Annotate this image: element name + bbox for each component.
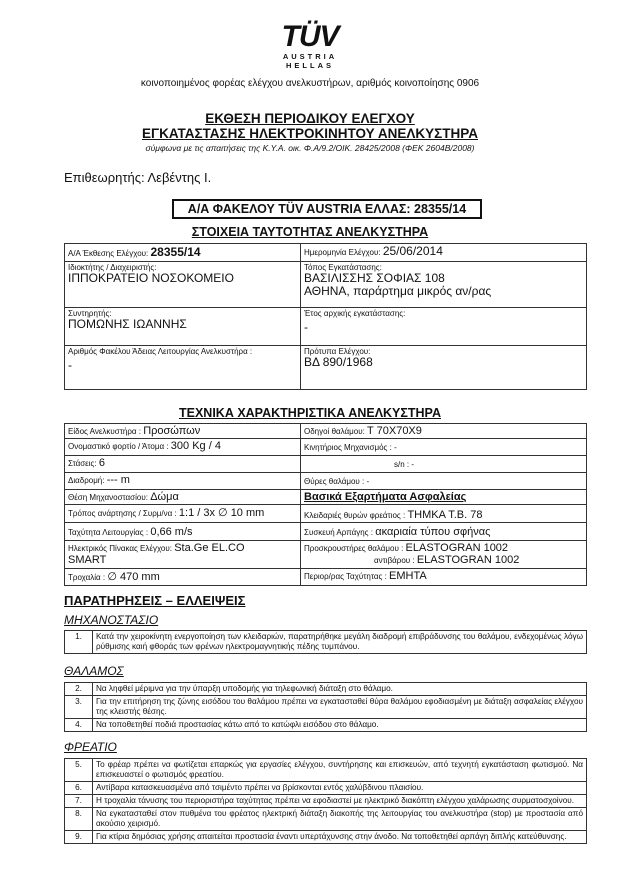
identity-table	[64, 243, 587, 390]
remark-row: 2. Να ληφθεί μέριμνα για την ύπαρξη υποδομής για τηλεφωνική διάταξη στο θάλαμο.	[65, 683, 587, 696]
load-cell: Ονομαστικό φορτίο / Άτομα : 300 Kg / 4	[65, 439, 301, 456]
remark-row: 9. Για κτίρια δημόσιας χρήσης απαιτείται προστασία έναντι υπερτάχυνσης στην άνοδο. Να τοποθετηθεί αρπάγη διπλής κατεύθυνσης.	[65, 831, 587, 844]
report-subtitle: σύμφωνα με τις απαιτήσεις της Κ.Υ.Α. οικ. Φ.Α/9.2/ΟΙΚ. 28425/2008 (ΦΕΚ 2604Β/2008)	[145, 143, 475, 153]
tuv-logo	[0, 22, 620, 70]
stops: 6	[98, 457, 105, 469]
speed-governor: ΕΜΗΤΑ	[389, 570, 427, 582]
remarks-title: ΠΑΡΑΤΗΡΗΣΕΙΣ – ΕΛΛΕΙΨΕΙΣ	[64, 593, 246, 608]
travel: --- m	[106, 474, 130, 486]
location-line1: ΒΑΣΙΛΙΣΣΗΣ ΣΟΦΙΑΣ 108	[304, 271, 445, 285]
guides-cell: Οδηγοί θαλάμου: Τ 70Χ70Χ9	[301, 424, 587, 439]
stops-cell: Στάσεις: 6	[65, 456, 301, 473]
car-remarks	[64, 682, 587, 732]
pulley-cell: Τροχαλία : ∅ 470 mm	[65, 569, 301, 586]
folder-number-box: Α/Α ΦΑΚΕΛΟΥ TÜV AUSTRIA ΕΛΛΑΣ: 28355/14	[172, 199, 482, 219]
shaft-heading: ΦΡΕΑΤΙΟ	[64, 740, 117, 754]
logo-mark: TÜV	[281, 20, 339, 53]
maintainer: ΠΟΜΩΝΗΣ ΙΩΑΝΝΗΣ	[68, 317, 187, 331]
location-line2: ΑΘΗΝΑ, παράρτημα μικρός αν/ρας	[304, 284, 492, 298]
door-locks: ΤΗΜΚΑ Τ.Β. 78	[407, 509, 483, 521]
buffers-cell: Προσκρουστήρες θαλάμου : ELASTOGRAN 1002 αντιβάρου : ELASTOGRAN 1002	[301, 541, 587, 569]
control-panel-line2: SMART	[68, 554, 107, 566]
machine-room-heading: ΜΗΧΑΝΟΣΤΑΣΙΟ	[64, 613, 159, 627]
remark-row: 1. Κατά την χειροκίνητη ενεργοποίηση των κλειδαριών, παρατηρήθηκε μεγάλη διαδρομή επιβράδυνσης του θαλάμου, ενδεχομένως λόγω ρύθμισης καιή φθοράς των φρένων ηλεκτρομαγνητικής πέδης τυμπάνου.	[65, 631, 587, 654]
remark-row: 6. Αντίβαρα κατασκευασμένα από τσιμέντο πρέπει να βρίσκονται εντός χαλύβδινου πλαισίου.	[65, 782, 587, 795]
logo-line2: HELLAS	[286, 61, 334, 70]
report-number: 28355/14	[150, 245, 201, 259]
remark-row: 8. Να εγκατασταθεί στον πυθμένα του φρέατος ηλεκτρική διάταξη διακοπής της λειτουργίας του ανελκυστήρα (stop) με προστασία από ακούσιο χειρισμό.	[65, 808, 587, 831]
speed-cell: Ταχύτητα Λειτουργίας : 0,66 m/s	[65, 523, 301, 541]
sn-cell: s/n : -	[301, 456, 587, 473]
motor-value: -	[394, 442, 397, 452]
lift-type: Προσώπων	[143, 425, 201, 437]
machine-room-position: Δώμα	[150, 491, 179, 503]
license-cell: Αριθμός Φακέλου Άδειας Λειτουργίας Ανελκυστήρα : -	[65, 346, 301, 390]
standard-cell: Πρότυπα Ελέγχου: ΒΔ 890/1968	[301, 346, 587, 390]
locks-cell: Κλειδαριές θυρών φρεάτιος : ΤΗΜΚΑ Τ.Β. 78	[301, 505, 587, 523]
travel-cell: Διαδρομή: --- m	[65, 473, 301, 490]
rated-load: 300 Kg / 4	[170, 440, 221, 452]
type-cell: Είδος Ανελκυστήρα : Προσώπων	[65, 424, 301, 439]
speed: 0,66 m/s	[150, 525, 193, 538]
suspension: 1:1 / 3x ∅ 10 mm	[178, 507, 265, 519]
remark-row: 5. Το φρέαρ πρέπει να φωτίζεται επαρκώς για εργασίες ελέγχου, συντήρησης και επισκευών, από τεχνητή εγκατάσταση φωτισμού. Να επισκευαστεί ο φωτισμός φρεατίου.	[65, 759, 587, 782]
report-title-line1: ΕΚΘΕΣΗ ΠΕΡΙΟΔΙΚΟΥ ΕΛΕΓΧΟΥ	[205, 111, 415, 126]
safety-components-title: Βασικά Εξαρτήματα Ασφαλείας	[304, 491, 467, 503]
panel-cell: Ηλεκτρικός Πίνακας Ελέγχου: Sta.Ge EL.CO SMART	[65, 541, 301, 569]
remark-row: 3. Για την επιτήρηση της ζώνης εισόδου του θαλάμου πρέπει να εγκατασταθεί θύρα θαλάμου εφοδιασμένη με διάταξη ασφαλείας ελέγχου της κλειστής θέσης.	[65, 696, 587, 719]
car-heading: ΘΑΛΑΜΟΣ	[64, 664, 124, 678]
technical-section-title: ΤΕΧΝΙΚΑ ΧΑΡΑΚΤΗΡΙΣΤΙΚΑ ΑΝΕΛΚΥΣΤΗΡΑ	[178, 406, 441, 420]
remark-row: 4. Να τοποθετηθεί ποδιά προστασίας κάτω από το κατώφλι εισόδου στο θάλαμο.	[65, 719, 587, 732]
install-year: -	[304, 320, 308, 334]
remark-row: 7. Η τροχαλία τάνυσης του περιοριστήρα ταχύτητας πρέπει να εφοδιαστεί με ηλεκτρικό διακόπτη ελέγχου χαλάρωσης συρματοσχοίνου.	[65, 795, 587, 808]
maintainer-cell: Συντηρητής: ΠΟΜΩΝΗΣ ΙΩΑΝΝΗΣ	[65, 308, 301, 346]
safety-gear: ακαριαία τύπου σφήνας	[375, 525, 491, 538]
owner-cell: Ιδιοκτήτης / Διαχειριστής: ΙΠΠΟΚΡΑΤΕΙΟ ΝΟΣΟΚΟΜΕΙΟ	[65, 262, 301, 308]
inspection-standard: ΒΔ 890/1968	[304, 355, 373, 369]
install-year-cell: Έτος αρχικής εγκατάστασης: -	[301, 308, 587, 346]
governor-cell: Περιορ/ρας Ταχύτητας : ΕΜΗΤΑ	[301, 569, 587, 586]
owner: ΙΠΠΟΚΡΑΤΕΙΟ ΝΟΣΟΚΟΜΕΙΟ	[68, 271, 234, 285]
location-cell: Τόπος Εγκατάστασης: ΒΑΣΙΛΙΣΣΗΣ ΣΟΦΙΑΣ 108 ΑΘΗΝΑ, παράρτημα μικρός αν/ρας	[301, 262, 587, 308]
technical-table	[64, 423, 587, 586]
safety-title-cell	[301, 490, 587, 505]
counterweight-buffers: ELASTOGRAN 1002	[416, 554, 520, 566]
inspector: Επιθεωρητής: Λεβέντης Ι.	[64, 170, 212, 185]
car-guides: Τ 70Χ70Χ9	[367, 425, 422, 437]
inspection-date: 25/06/2014	[382, 244, 443, 258]
car-buffers: ELASTOGRAN 1002	[405, 542, 509, 554]
serial-number: -	[411, 459, 415, 469]
notified-body-text: κοινοποιημένος φορέας ελέγχου ανελκυστήρων, αριθμός κοινοποίησης 0906	[140, 78, 480, 89]
report-title-line2: ΕΓΚΑΤΑΣΤΑΣΗΣ ΗΛΕΚΤΡΟΚΙΝΗΤΟΥ ΑΝΕΛΚΥΣΤΗΡΑ	[141, 126, 479, 141]
pulley: ∅ 470 mm	[107, 571, 160, 583]
machine-room-cell: Θέση Μηχανοστασίου: Δώμα	[65, 490, 301, 505]
doors-cell: Θύρες θαλάμου : -	[301, 473, 587, 490]
identity-section-title: ΣΤΟΙΧΕΙΑ ΤΑΥΤΟΤΗΤΑΣ ΑΝΕΛΚΥΣΤΗΡΑ	[191, 225, 429, 239]
report-number-cell: Α/Α Έκθεσης Ελέγχου: 28355/14	[65, 244, 301, 262]
logo-line1: AUSTRIA	[282, 52, 338, 61]
motor-cell: Κινητήριος Μηχανισμός : -	[301, 439, 587, 456]
suspension-cell: Τρόπος ανάρτησης / Συρμ/να : 1:1 / 3x ∅ 10 mm	[65, 505, 301, 523]
license-number: -	[68, 358, 72, 372]
inspection-date-cell: Ημερομηνία Ελέγχου: 25/06/2014	[301, 244, 587, 262]
control-panel-line1: Sta.Ge EL.CO	[174, 542, 245, 554]
car-doors: -	[366, 476, 370, 486]
shaft-remarks	[64, 758, 587, 844]
machine-room-remarks	[64, 630, 587, 654]
catch-cell: Συσκευή Αρπάγης : ακαριαία τύπου σφήνας	[301, 523, 587, 541]
